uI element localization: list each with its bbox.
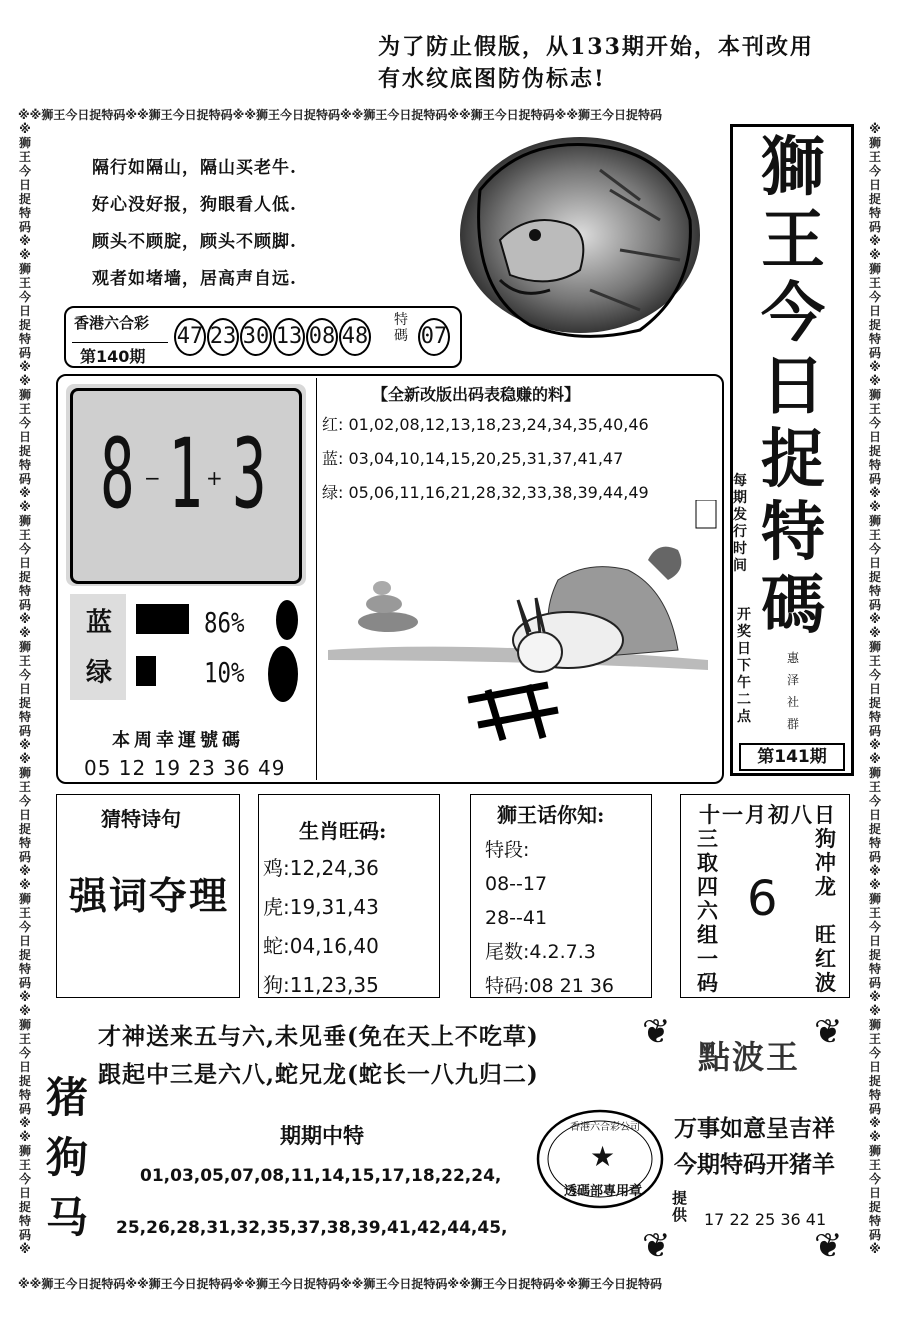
stamp-star-icon: ★ <box>590 1140 616 1173</box>
lion-tips-list <box>485 833 614 1003</box>
result-issue: 第140期 <box>80 347 146 366</box>
animal-char: 猪 <box>46 1073 89 1122</box>
publisher-char: 社 <box>787 695 800 709</box>
lion-tips-row: 特段: <box>485 839 530 861</box>
rabbit-illustration <box>318 500 720 770</box>
green-dot-icon <box>268 646 298 702</box>
animals <box>46 1068 96 1248</box>
lucky-title: 本周幸運號碼 <box>112 730 244 751</box>
color-table-title: 【全新改版出码表稳赚的料】 <box>372 385 581 404</box>
ornament-icon: ❦ <box>642 1012 671 1052</box>
provide-numbers: 17 22 25 36 41 <box>704 1210 827 1229</box>
poem <box>92 150 297 298</box>
blue-dot-icon <box>276 600 298 640</box>
masthead-issue: 第141期 <box>739 743 845 771</box>
publisher <box>787 647 801 735</box>
lucky-numbers: 05 12 19 23 36 49 <box>84 756 286 780</box>
special-each-line-1: 01,03,05,07,08,11,14,15,17,18,22,24, <box>140 1166 502 1186</box>
calendar-number: 6 <box>747 871 778 927</box>
result-ball: 08 <box>306 318 338 356</box>
masthead <box>730 124 854 776</box>
title-char: 王 <box>761 203 825 278</box>
title-char: 今 <box>761 276 825 351</box>
zodiac-list <box>263 849 379 1005</box>
ornament-icon: ❦ <box>642 1226 671 1266</box>
formula-operator: − <box>144 466 161 490</box>
results-box <box>64 306 462 368</box>
lion-tips-title: 狮王话你知: <box>497 803 605 827</box>
special-each-title: 期期中特 <box>280 1124 364 1148</box>
formula-digit: 3 <box>232 418 267 530</box>
blue-label: 蓝 <box>86 608 113 638</box>
zodiac-row: 鸡:12,24,36 <box>263 856 379 880</box>
result-ball: 30 <box>240 318 272 356</box>
animal-char: 狗 <box>46 1133 89 1182</box>
calendar-right-top: 狗冲龙 <box>815 826 836 899</box>
title-char: 獅 <box>761 130 825 205</box>
border-bottom: ※※狮王今日捉特码※※狮王今日捉特码※※狮王今日捉特码※※狮王今日捉特码※※狮王今日捉特码※※狮王今日捉特码 <box>18 1277 662 1291</box>
calendar-date: 十一月初八日 <box>699 802 837 827</box>
result-ball: 48 <box>339 318 371 356</box>
zodiac-box <box>258 794 440 998</box>
red-numbers: 红: 01,02,08,12,13,18,23,24,34,35,40,46 <box>322 415 649 434</box>
blue-percent: 86% <box>204 606 245 639</box>
panel-divider <box>316 378 317 780</box>
riddle-line-2: 跟起中三是六八,蛇兄龙(蛇长一八九归二) <box>98 1061 539 1088</box>
result-balls <box>174 318 372 356</box>
blue-numbers: 蓝: 03,04,10,14,15,20,25,31,37,41,47 <box>322 449 624 468</box>
blessing-line-1: 万事如意呈吉祥 <box>674 1115 835 1142</box>
poem-line: 观者如堵墙，居高声自远. <box>92 269 297 289</box>
special-ball: 07 <box>418 318 450 356</box>
wave-king: 點波王 <box>698 1038 801 1076</box>
special-label: 特碼 <box>394 312 408 344</box>
guess-poem-box <box>56 794 240 998</box>
schedule-right: 开奖日下午二点 <box>737 607 751 725</box>
notice-line-1: 为了防止假版，从133期开始，本刊改用 <box>378 34 814 60</box>
lion-illustration <box>440 130 710 350</box>
lion-tips-row: 28--41 <box>485 907 548 929</box>
zodiac-row: 虎:19,31,43 <box>263 895 379 919</box>
result-ball: 23 <box>207 318 239 356</box>
title-char: 日 <box>761 349 825 424</box>
result-ball: 13 <box>273 318 305 356</box>
title-char: 碼 <box>761 568 825 643</box>
formula-digit: 1 <box>168 418 203 530</box>
provide-label: 提供 <box>672 1189 688 1224</box>
green-numbers: 绿: 05,06,11,16,21,28,32,33,38,39,44,49 <box>322 483 649 502</box>
color-labels-panel <box>70 594 126 700</box>
calendar-left: 三取四六组一码 <box>697 826 718 995</box>
blue-bar <box>136 604 189 634</box>
title-char: 捉 <box>761 422 825 497</box>
riddle-line-1: 才神送来五与六,未见垂(免在天上不吃草) <box>98 1023 539 1050</box>
poem-line: 顾头不顾腚，顾头不顾脚. <box>92 232 297 252</box>
lion-tips-box <box>470 794 652 998</box>
stamp-bottom-text: 透碼部專用章 <box>564 1184 643 1199</box>
poem-line: 隔行如隔山，隔山买老牛. <box>92 158 297 178</box>
notice-line-2: 有水纹底图防伪标志! <box>378 66 606 92</box>
calendar-right-bottom: 旺红波 <box>815 922 836 995</box>
formula-panel <box>66 384 306 586</box>
result-ball: 47 <box>174 318 206 356</box>
zodiac-row: 狗:11,23,35 <box>263 973 379 997</box>
publisher-char: 惠 <box>787 651 800 665</box>
green-bar <box>136 656 156 686</box>
zodiac-row: 蛇:04,16,40 <box>263 934 379 958</box>
special-each-line-2: 25,26,28,31,32,35,37,38,39,41,42,44,45, <box>116 1218 508 1238</box>
lottery-name: 香港六合彩 <box>74 314 150 332</box>
blessing-line-2: 今期特码开猪羊 <box>674 1151 835 1178</box>
guess-poem-title: 猜特诗句 <box>101 807 181 831</box>
zodiac-title: 生肖旺码: <box>299 819 387 843</box>
poem-line: 好心没好报，狗眼看人低. <box>92 195 297 215</box>
lion-tips-row: 特码:08 21 36 <box>485 975 615 997</box>
schedule-left: 每期发行时间 <box>733 473 747 574</box>
green-label: 绿 <box>86 658 113 688</box>
border-left: ※狮王今日捉特码※※狮王今日捉特码※※狮王今日捉特码※※狮王今日捉特码※※狮王今日捉特码※※狮王今日捉特码※※狮王今日捉特码※※狮王今日捉特码※※狮王今日捉特码※ <box>18 122 31 1256</box>
publisher-char: 群 <box>787 717 800 731</box>
ornament-icon: ❦ <box>814 1226 843 1266</box>
publisher-char: 泽 <box>787 673 800 687</box>
title-char: 特 <box>761 495 825 570</box>
green-percent: 10% <box>204 656 245 689</box>
lion-tips-row: 尾数:4.2.7.3 <box>485 941 596 963</box>
lion-tips-row: 08--17 <box>485 873 548 895</box>
formula-operator: + <box>206 466 223 490</box>
border-right: ※狮王今日捉特码※※狮王今日捉特码※※狮王今日捉特码※※狮王今日捉特码※※狮王今日捉特码※※狮王今日捉特码※※狮王今日捉特码※※狮王今日捉特码※※狮王今日捉特码※ <box>868 122 881 1256</box>
ornament-icon: ❦ <box>814 1012 843 1052</box>
animal-char: 马 <box>46 1193 89 1242</box>
guess-poem-answer: 强词夺理 <box>69 873 230 918</box>
border-top: ※※狮王今日捉特码※※狮王今日捉特码※※狮王今日捉特码※※狮王今日捉特码※※狮王今日捉特码※※狮王今日捉特码 <box>18 108 662 122</box>
masthead-title <box>739 131 847 642</box>
calendar-box <box>680 794 850 998</box>
formula-digit: 8 <box>100 418 135 530</box>
stamp-top-text: 香港六合彩公司 <box>570 1122 640 1133</box>
